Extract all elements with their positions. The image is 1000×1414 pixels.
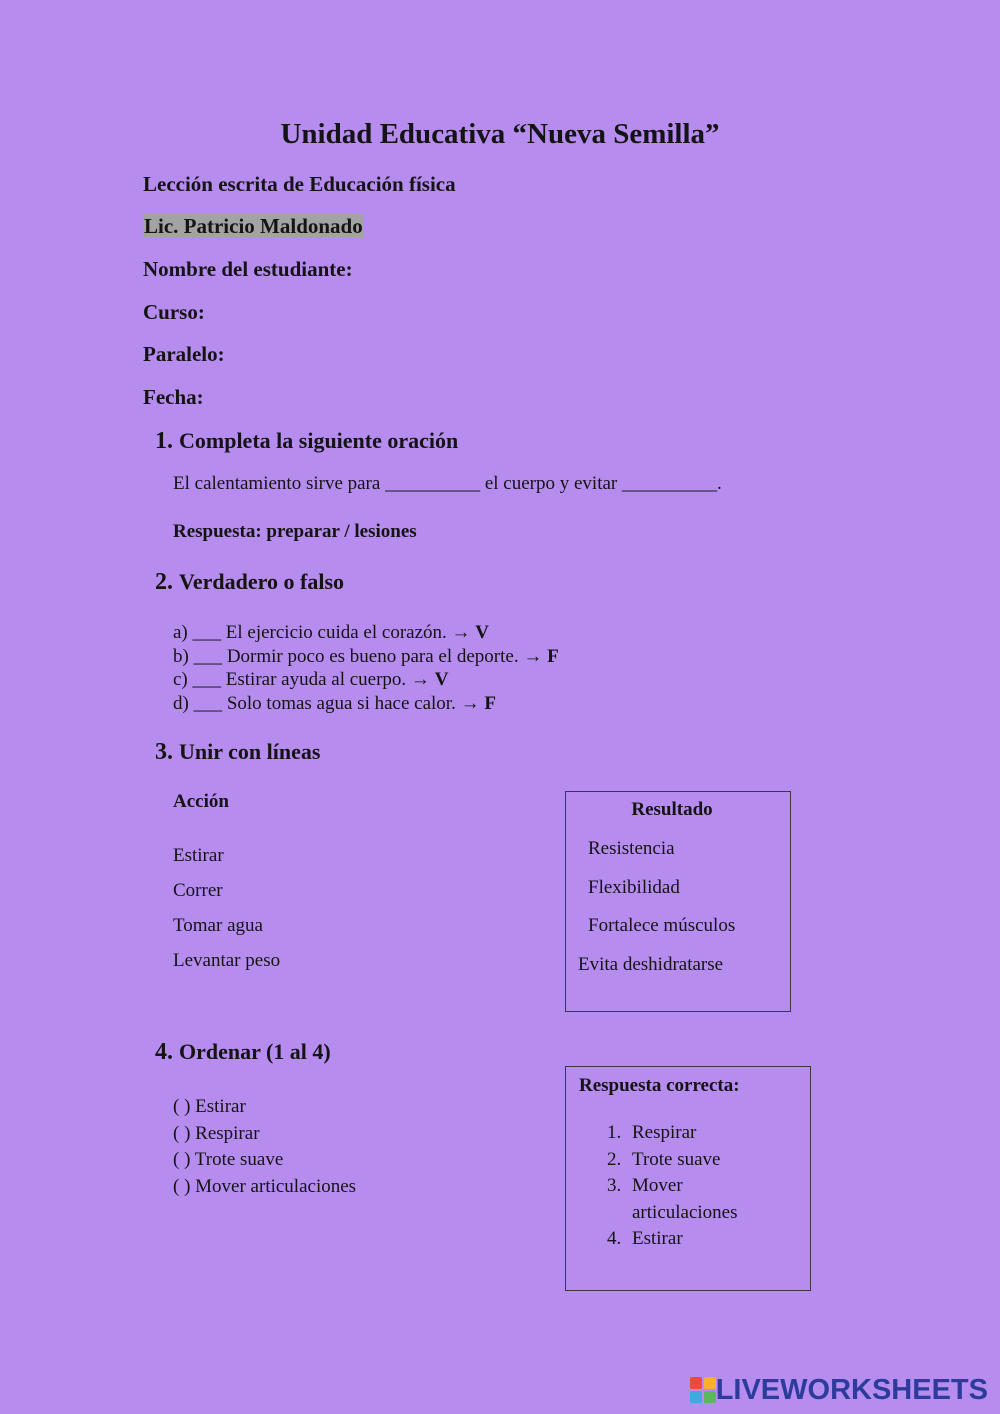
q1-heading	[155, 428, 458, 455]
q2-title: Verdadero o falso	[179, 569, 344, 594]
q4-heading	[155, 1039, 331, 1066]
list-item: 4. Estirar	[626, 1226, 766, 1253]
q4-list	[173, 1094, 356, 1200]
tf-answer: F	[547, 645, 559, 667]
course-label: Curso:	[143, 300, 205, 324]
q1-answer: Respuesta: preparar / lesiones	[173, 521, 417, 542]
tf-answer: V	[475, 622, 490, 643]
q1-number: 1.	[155, 428, 173, 454]
result-box	[565, 791, 791, 1012]
q2-number: 2.	[155, 569, 173, 595]
list-item: ( ) Estirar	[173, 1096, 246, 1117]
list-item	[173, 645, 559, 669]
result-item: Flexibilidad	[588, 877, 680, 898]
tf-statement: b) ___ Dormir poco es bueno para el deporte. →	[173, 645, 543, 667]
q1-sentence: El calentamiento sirve para __________ el cuerpo y evitar __________.	[173, 473, 722, 494]
page-title: Unidad Educativa “Nueva Semilla”	[280, 118, 720, 150]
liveworksheets-logo	[690, 1374, 988, 1406]
list-item: ( ) Trote suave	[173, 1149, 284, 1170]
student-name-label: Nombre del estudiante:	[143, 257, 353, 281]
teacher-name-highlight: Lic. Patricio Maldonado	[144, 214, 363, 238]
liveworksheets-logo-icon	[690, 1377, 716, 1403]
list-item	[173, 621, 559, 645]
q4-number: 4.	[155, 1039, 173, 1065]
q1-title: Completa la siguiente oración	[179, 428, 459, 453]
list-item: 2. Trote suave	[626, 1147, 766, 1174]
action-item: Levantar peso	[173, 950, 281, 971]
tf-answer: V	[434, 669, 449, 690]
list-item: ( ) Mover articulaciones	[173, 1175, 357, 1197]
q3-title: Unir con líneas	[179, 739, 321, 764]
answer-title: Respuesta correcta:	[579, 1075, 740, 1096]
tf-statement: d) ___ Solo tomas agua si hace calor. →	[173, 692, 480, 714]
result-item: Fortalece músculos	[588, 915, 736, 936]
tf-answer: F	[484, 692, 496, 714]
parallel-label: Paralelo:	[143, 342, 225, 366]
tf-statement: c) ___ Estirar ayuda al cuerpo. →	[173, 669, 430, 690]
list-item: ( ) Respirar	[173, 1122, 260, 1144]
list-item	[173, 692, 559, 716]
q3-number: 3.	[155, 739, 173, 765]
teacher-name	[143, 214, 364, 239]
action-item: Correr	[173, 880, 223, 901]
action-item: Estirar	[173, 845, 224, 866]
q2-heading	[155, 569, 344, 596]
action-header: Acción	[173, 791, 229, 812]
tf-statement: a) ___ El ejercicio cuida el corazón. →	[173, 622, 471, 643]
date-label: Fecha:	[143, 385, 204, 409]
liveworksheets-logo-text: LIVEWORKSHEETS	[715, 1373, 988, 1406]
list-item: 3. Mover articulaciones	[626, 1173, 766, 1226]
result-item: Resistencia	[588, 838, 675, 859]
q3-heading	[155, 739, 320, 766]
action-item: Tomar agua	[173, 915, 263, 936]
q2-list	[173, 621, 559, 715]
q4-title: Ordenar (1 al 4)	[179, 1039, 331, 1064]
answer-box	[565, 1066, 811, 1291]
result-item: Evita deshidratarse	[578, 954, 724, 975]
list-item	[173, 668, 559, 692]
result-header: Resultado	[631, 799, 713, 820]
answer-list	[566, 1120, 766, 1253]
lesson-subtitle: Lección escrita de Educación física	[143, 172, 456, 196]
list-item: 1. Respirar	[626, 1120, 766, 1147]
